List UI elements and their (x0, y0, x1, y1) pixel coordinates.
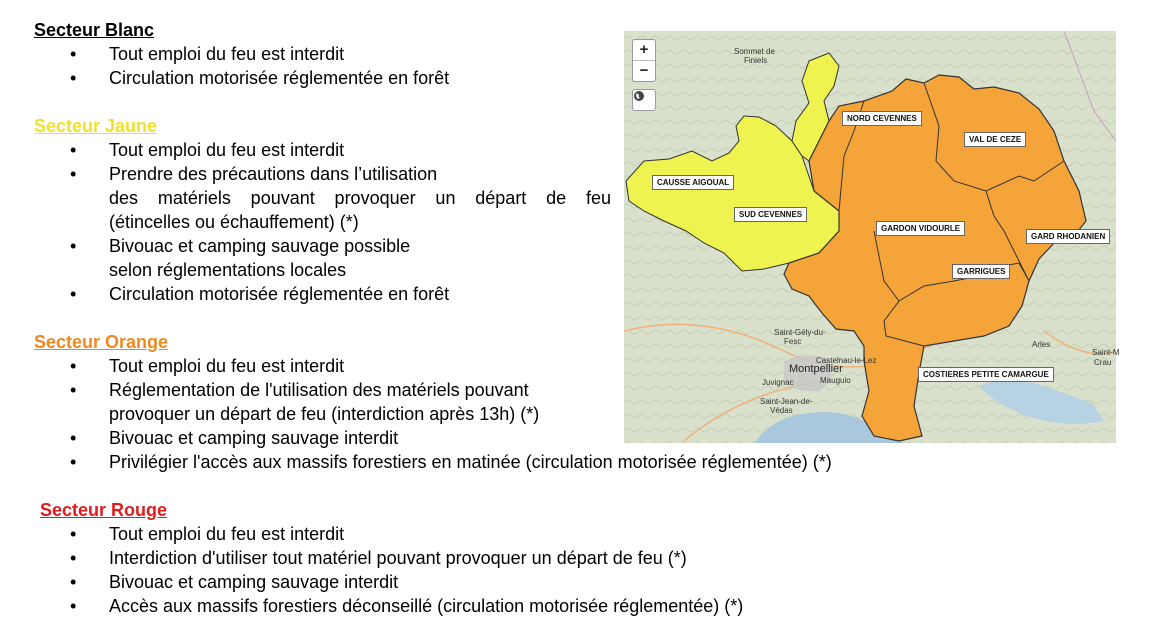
town-label: Arles (1032, 340, 1051, 349)
fire-risk-map[interactable] (624, 31, 1120, 443)
list-item: Bivouac et camping sauvage interdit (109, 572, 399, 592)
section-rouge-title: Secteur Rouge (40, 500, 168, 520)
town-label: Védas (770, 406, 793, 415)
list-item: Réglementation de l'utilisation des matériels pouvant (109, 380, 529, 400)
list-item-continuation: (étincelles ou échauffement) (*) (109, 212, 359, 232)
bullet: • (70, 44, 77, 64)
zoom-in-button[interactable]: + (639, 41, 649, 58)
town-label: Finiels (744, 56, 768, 65)
zone-label: CAUSSE AIGOUAL (652, 175, 734, 190)
list-item: Privilégier l'accès aux massifs forestiers en matinée (circulation motorisée réglementée) (*) (109, 452, 832, 472)
locate-button[interactable] (632, 89, 656, 111)
bullet: • (70, 380, 77, 400)
bullet: • (70, 572, 77, 592)
town-label: Fesc (784, 337, 802, 346)
list-item-continuation: des matériels pouvant provoquer un départ de feu (109, 188, 611, 208)
list-item: Circulation motorisée réglementée en forêt (109, 284, 450, 304)
bullet: • (70, 548, 77, 568)
bullet: • (70, 356, 77, 376)
zoom-out-button[interactable]: − (633, 60, 655, 81)
zoom-control (632, 39, 656, 82)
list-item: Tout emploi du feu est interdit (109, 44, 345, 64)
list-item: Interdiction d'utiliser tout matériel pouvant provoquer un départ de feu (*) (109, 548, 687, 568)
bullet: • (70, 236, 77, 256)
bullet: • (70, 140, 77, 160)
globe-icon (633, 90, 645, 102)
town-label: Saint-Gély-du- (774, 328, 826, 337)
list-item: Circulation motorisée réglementée en forêt (109, 68, 450, 88)
section-jaune-title: Secteur Jaune (34, 116, 158, 136)
list-item-continuation: provoquer un départ de feu (interdiction après 13h) (*) (109, 404, 540, 424)
bullet: • (70, 428, 77, 448)
bullet: • (70, 68, 77, 88)
bullet: • (70, 596, 77, 616)
list-item: Bivouac et camping sauvage possible (109, 236, 411, 256)
zone-label: GARDON VIDOURLE (876, 221, 965, 236)
section-blanc-title: Secteur Blanc (34, 20, 155, 40)
town-label: Juvignac (762, 378, 794, 387)
zone-label: GARD RHODANIEN (1026, 229, 1110, 244)
zone-label: VAL DE CEZE (964, 132, 1026, 147)
list-item: Prendre des précautions dans l’utilisation (109, 164, 438, 184)
list-item: Tout emploi du feu est interdit (109, 140, 345, 160)
bullet: • (70, 524, 77, 544)
zone-label: SUD CEVENNES (734, 207, 807, 222)
section-orange-title: Secteur Orange (34, 332, 169, 352)
bullet: • (70, 452, 77, 472)
town-label: Saint-M (1092, 348, 1120, 357)
town-label: Crau (1094, 358, 1112, 367)
list-item-continuation: selon réglementations locales (109, 260, 347, 280)
town-label: Mauguio (820, 376, 851, 385)
zone-label: COSTIERES PETITE CAMARGUE (918, 367, 1054, 382)
town-label: Montpellier (789, 363, 843, 375)
zone-label: GARRIGUES (952, 264, 1010, 279)
zone-label: NORD CEVENNES (842, 111, 922, 126)
bullet: • (70, 164, 77, 184)
list-item: Tout emploi du feu est interdit (109, 356, 345, 376)
town-label: Sommet de (734, 47, 775, 56)
town-label: Saint-Jean-de- (760, 397, 813, 406)
list-item: Accès aux massifs forestiers déconseillé (circulation motorisée réglementée) (*) (109, 596, 744, 616)
list-item: Bivouac et camping sauvage interdit (109, 428, 399, 448)
bullet: • (70, 284, 77, 304)
list-item: Tout emploi du feu est interdit (109, 524, 345, 544)
town-label: Castelnau-le-Lez (816, 356, 877, 365)
